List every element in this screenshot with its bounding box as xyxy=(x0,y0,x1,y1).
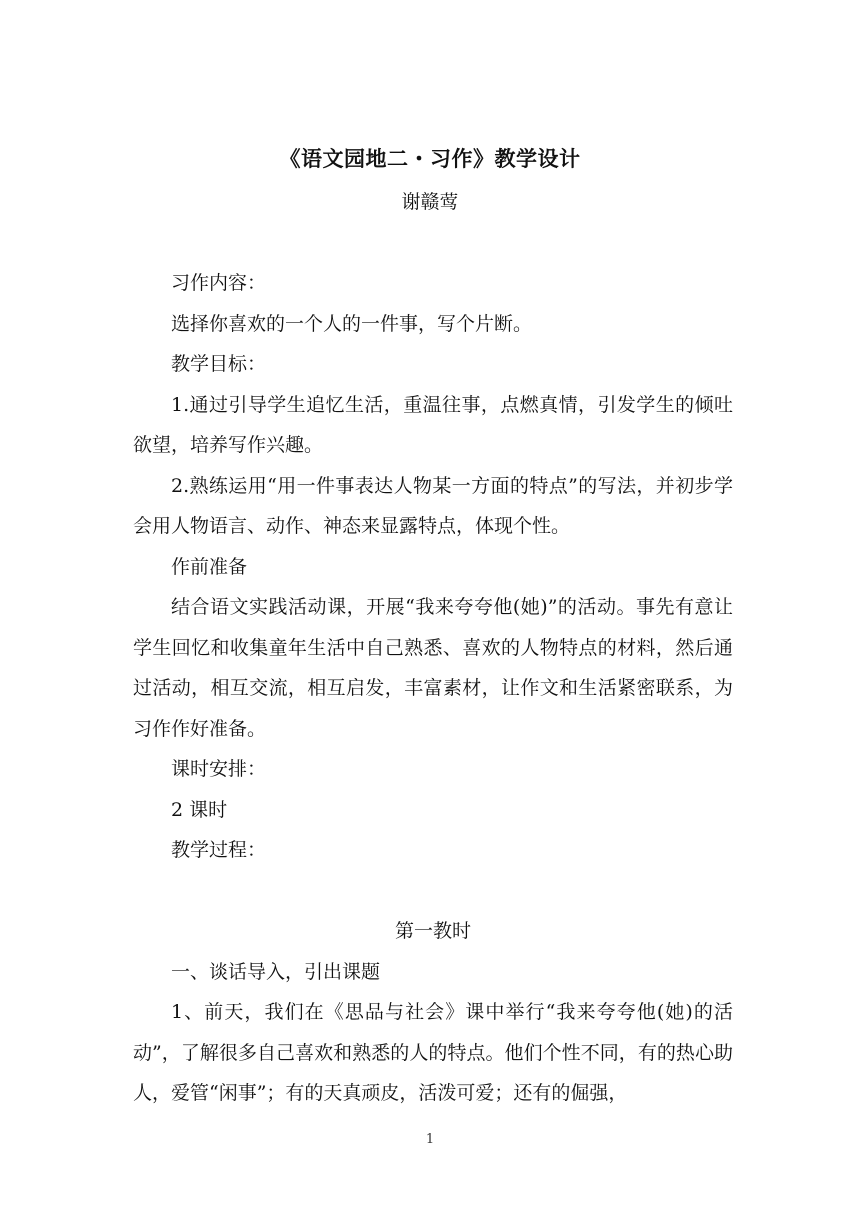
paragraph-schedule-label: 课时安排： xyxy=(171,758,267,780)
paragraph-content-label: 习作内容： xyxy=(171,272,267,294)
lesson-heading: 第一教时 xyxy=(394,920,471,942)
paragraph-schedule: 2 课时 xyxy=(171,798,228,821)
document-body xyxy=(133,263,733,1114)
paragraph-goals-label: 教学目标： xyxy=(171,353,267,375)
paragraph-step-1: 一、谈话导入，引出课题 xyxy=(171,960,381,983)
blank-line xyxy=(133,871,733,912)
paragraph-content: 选择你喜欢的一个人的一件事，写个片断。 xyxy=(171,312,533,335)
paragraph-prep: 结合语文实践活动课，开展“我来夸夸他(她)”的活动。事先有意让学生回忆和收集童年生活中自己熟悉、喜欢的人物特点的材料，然后通过活动，相互交流，相互启发，丰富素材，让作文和生活紧密联系，为习作作好准备。 xyxy=(133,596,733,740)
document-author: 谢赣莺 xyxy=(401,191,459,213)
paragraph-process-label: 教学过程： xyxy=(171,839,267,861)
document-title: 《语文园地二・习作》教学设计 xyxy=(279,147,581,171)
paragraph-goal-2: 2.熟练运用“用一件事表达人物某一方面的特点”的写法，并初步学会用人物语言、动作、神态来显露特点，体现个性。 xyxy=(133,474,733,537)
page-number: 1 xyxy=(425,1132,435,1147)
paragraph-goal-1: 1.通过引导学生追忆生活，重温往事，点燃真情，引发学生的倾吐欲望，培养写作兴趣。 xyxy=(133,393,733,456)
paragraph-step-1-detail: 1、前天，我们在《思品与社会》课中举行“我来夸夸他(她)的活动”，了解很多自己喜欢和熟悉的人的特点。他们个性不同，有的热心助人，爱管“闲事”；有的天真顽皮，活泼可爱；还有的倔强， xyxy=(133,1001,733,1104)
paragraph-prep-label: 作前准备 xyxy=(171,555,248,578)
